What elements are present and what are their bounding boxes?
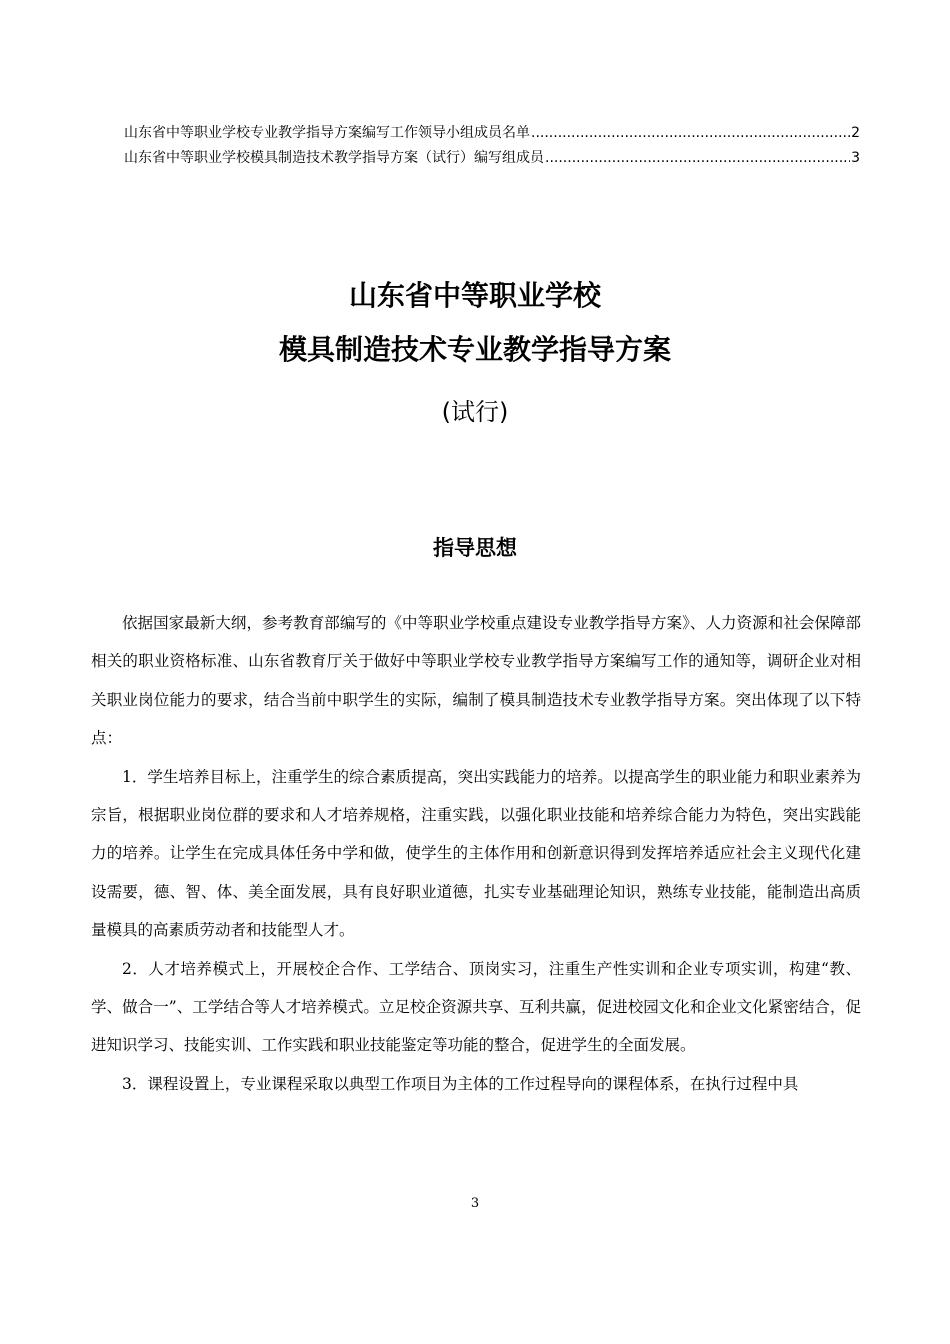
section-heading: 指导思想 [433,536,517,560]
table-of-contents [124,121,860,171]
toc-leader-dots [531,121,850,146]
toc-entry-label: 山东省中等职业学校专业教学指导方案编写工作领导小组成员名单 [124,125,530,141]
page-number: 3 [470,1196,480,1211]
document-subtitle: (试行) [441,398,509,426]
body-paragraph: 依据国家最新大纲，参考教育部编写的《中等职业学校重点建设专业教学指导方案》、人力资源和社会保障部相关的职业资格标准、山东省教育厅关于做好中等职业学校专业教学指导方案编写工作的通知等，调研企业对相关职业岗位能力的要求，结合当前中职学生的实际，编制了模具制造技术专业教学指导方案。突出体现了以下特点： [91,614,861,748]
body-paragraph: 1．学生培养目标上，注重学生的综合素质提高，突出实践能力的培养。以提高学生的职业能力和职业素养为宗旨，根据职业岗位群的要求和人才培养规格，注重实践，以强化职业技能和培养综合能力为特色，突出实践能力的培养。让学生在完成具体任务中学和做，使学生的主体作用和创新意识得到发挥培养适应社会主义现代化建设需要，德、智、体、美全面发展，具有良好职业道德，扎实专业基础理论知识，熟练专业技能，能制造出高质量模具的高素质劳动者和技能型人才。 [91,767,861,940]
toc-leader-dots [545,146,850,171]
toc-entry-label: 山东省中等职业学校模具制造技术教学指导方案（试行）编写组成员 [124,150,544,166]
toc-entry[interactable] [124,121,860,146]
toc-entry-page: 3 [851,150,860,166]
document-title-line-2: 模具制造技术专业教学指导方案 [278,333,671,366]
body-paragraph: 3．课程设置上，专业课程采取以典型工作项目为主体的工作过程导向的课程体系，在执行过程中具 [122,1074,799,1093]
document-title-line-1: 山东省中等职业学校 [348,279,601,312]
body-paragraph: 2．人才培养模式上，开展校企合作、工学结合、顶岗实习，注重生产性实训和企业专项实训，构建“教、学、做合一”、工学结合等人才培养模式。立足校企资源共享、互利共赢，促进校园文化和企业文化紧密结合，促进知识学习、技能实训、工作实践和职业技能鉴定等功能的整合，促进学生的全面发展。 [91,959,861,1055]
toc-entry[interactable] [124,146,860,171]
toc-entry-page: 2 [851,125,860,141]
section-body [91,604,861,1103]
